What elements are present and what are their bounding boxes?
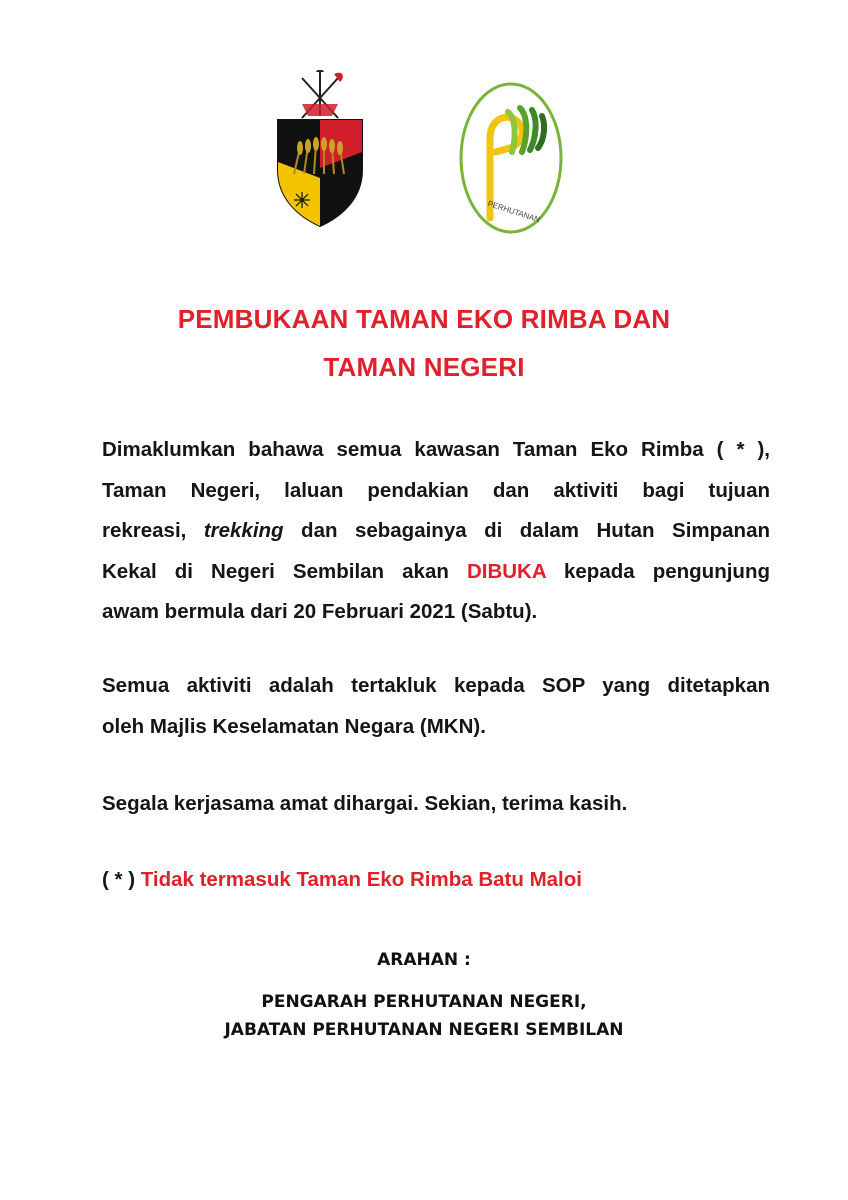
text-segment: kepada pengunjung <box>545 559 770 583</box>
paragraph-line: Semua aktiviti adalah tertakluk kepada SOP yang ditetapkan <box>102 674 770 697</box>
paragraph-line <box>102 511 770 552</box>
opened-highlight: DIBUKA <box>466 559 546 583</box>
italic-term: trekking <box>203 519 284 542</box>
exclusion-note <box>102 860 770 901</box>
signature-label: ARAHAN : <box>377 950 471 970</box>
text-segment: dan sebagainya di dalam Hutan Simpanan <box>283 519 770 542</box>
note-text: Tidak termasuk Taman Eko Rimba Batu Maloi <box>140 868 582 891</box>
paragraph-line <box>102 552 770 593</box>
paragraph-line: Dimaklumkan bahawa semua kawasan Taman Eko Rimba ( * ), <box>102 438 770 461</box>
perhutanan-logo-icon <box>456 78 566 238</box>
notice-title-line-2: TAMAN NEGERI <box>323 352 525 382</box>
note-line <box>102 860 770 901</box>
signature-line-2: JABATAN PERHUTANAN NEGERI SEMBILAN <box>224 1020 624 1040</box>
text-segment: rekreasi, <box>102 519 204 542</box>
note-marker: ( * ) <box>102 868 141 891</box>
paragraph-line: oleh Majlis Keselamatan Negara (MKN). <box>102 714 486 738</box>
logo-row <box>0 70 848 240</box>
paragraph-line: Segala kerjasama amat dihargai. Sekian, terima kasih. <box>102 792 628 815</box>
negeri-sembilan-crest-icon <box>272 70 368 230</box>
signature-line-1: PENGARAH PERHUTANAN NEGERI, <box>261 992 587 1012</box>
sop-paragraph <box>102 666 770 747</box>
announcement-paragraph <box>102 430 770 633</box>
perhutanan-logo-label: PERHUTANAN <box>486 198 542 225</box>
paragraph-line: Taman Negeri, laluan pendakian dan aktiviti bagi tujuan <box>102 478 770 502</box>
text-segment: Kekal di Negeri Sembilan akan <box>102 559 467 583</box>
thanks-paragraph <box>102 784 770 825</box>
notice-title-line-1: PEMBUKAAN TAMAN EKO RIMBA DAN <box>177 304 671 334</box>
paragraph-line: awam bermula dari 20 Februari 2021 (Sabtu). <box>102 600 538 623</box>
